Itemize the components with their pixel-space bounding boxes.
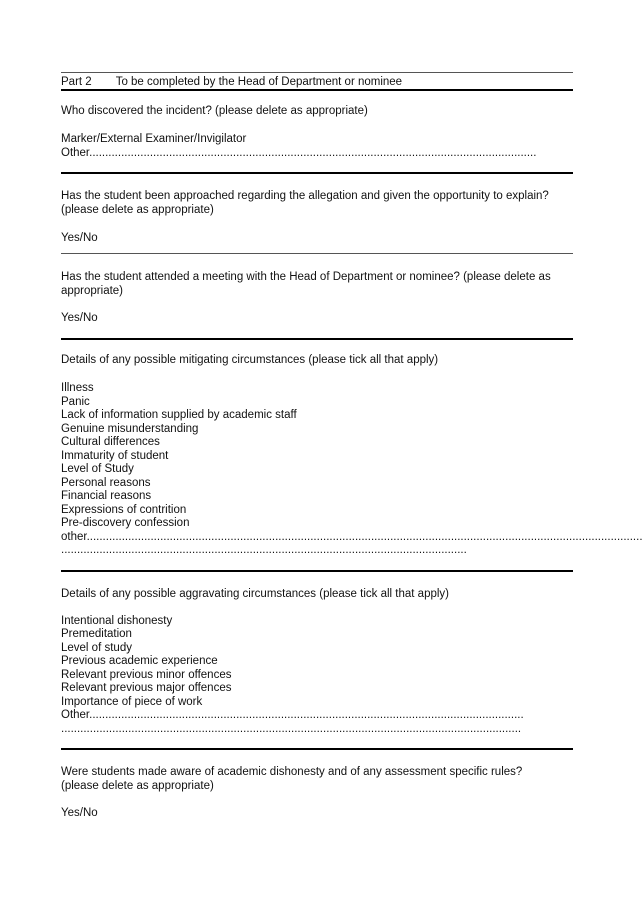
mitigating-item[interactable]: Cultural differences <box>61 436 160 448</box>
mitigating-item[interactable]: Expressions of contrition <box>61 504 187 516</box>
mitigating-item[interactable]: Level of Study <box>61 463 134 475</box>
mitigating-item[interactable]: Immaturity of student <box>61 450 169 462</box>
q2-answer[interactable]: Yes/No <box>61 232 98 244</box>
q3-divider <box>61 338 573 340</box>
mitigating-heading: Details of any possible mitigating circumstances (please tick all that apply) <box>61 354 439 366</box>
mitigating-other-field[interactable]: other.............................................................................................................................................................................. <box>61 531 643 543</box>
q4-question-line1: Were students made aware of academic dishonesty and of any assessment specific rules? <box>61 766 523 778</box>
q1-divider <box>61 172 573 174</box>
q1-question: Who discovered the incident? (please delete as appropriate) <box>61 105 368 117</box>
q4-answer[interactable]: Yes/No <box>61 807 98 819</box>
aggravating-heading: Details of any possible aggravating circumstances (please tick all that apply) <box>61 588 449 600</box>
aggravating-item[interactable]: Intentional dishonesty <box>61 615 173 627</box>
header-divider <box>61 89 573 91</box>
aggravating-item[interactable]: Previous academic experience <box>61 655 218 667</box>
mitigating-item[interactable]: Panic <box>61 396 90 408</box>
aggravating-item[interactable]: Importance of piece of work <box>61 696 203 708</box>
aggravating-item[interactable]: Premeditation <box>61 628 132 640</box>
part-header <box>61 75 402 89</box>
part-label: Part 2 <box>61 76 92 88</box>
part-title: To be completed by the Head of Department or nominee <box>115 76 403 88</box>
mitigating-item[interactable]: Genuine misunderstanding <box>61 423 199 435</box>
q4-question-line2: (please delete as appropriate) <box>61 780 214 792</box>
q2-question-line2: (please delete as appropriate) <box>61 204 214 216</box>
q1-options[interactable]: Marker/External Examiner/Invigilator <box>61 133 247 145</box>
q3-question-line1: Has the student attended a meeting with the Head of Department or nominee? (please delete as <box>61 271 551 283</box>
mitigating-item[interactable]: Lack of information supplied by academic staff <box>61 409 297 421</box>
mitigating-other-field-continued[interactable]: ............................................................................................................................... <box>61 544 467 556</box>
q2-divider <box>61 253 573 254</box>
mitigating-item[interactable]: Personal reasons <box>61 477 151 489</box>
q2-question-line1: Has the student been approached regarding the allegation and given the opportunity to explain? <box>61 190 549 202</box>
q3-question-line2: appropriate) <box>61 285 124 297</box>
mitigating-item[interactable]: Financial reasons <box>61 490 152 502</box>
mitigating-divider <box>61 570 573 572</box>
aggravating-item[interactable]: Level of study <box>61 642 132 654</box>
aggravating-divider <box>61 748 573 750</box>
aggravating-item[interactable]: Relevant previous major offences <box>61 682 232 694</box>
aggravating-other-field-continued[interactable]: ................................................................................................................................................ <box>61 723 522 735</box>
aggravating-item[interactable]: Relevant previous minor offences <box>61 669 232 681</box>
aggravating-other-field[interactable]: Other........................................................................................................................................ <box>61 709 524 721</box>
mitigating-item[interactable]: Pre-discovery confession <box>61 517 190 529</box>
top-rule <box>61 72 573 73</box>
q1-other-field[interactable]: Other............................................................................................................................................ <box>61 147 537 159</box>
q3-answer[interactable]: Yes/No <box>61 312 98 324</box>
mitigating-item[interactable]: Illness <box>61 382 94 394</box>
